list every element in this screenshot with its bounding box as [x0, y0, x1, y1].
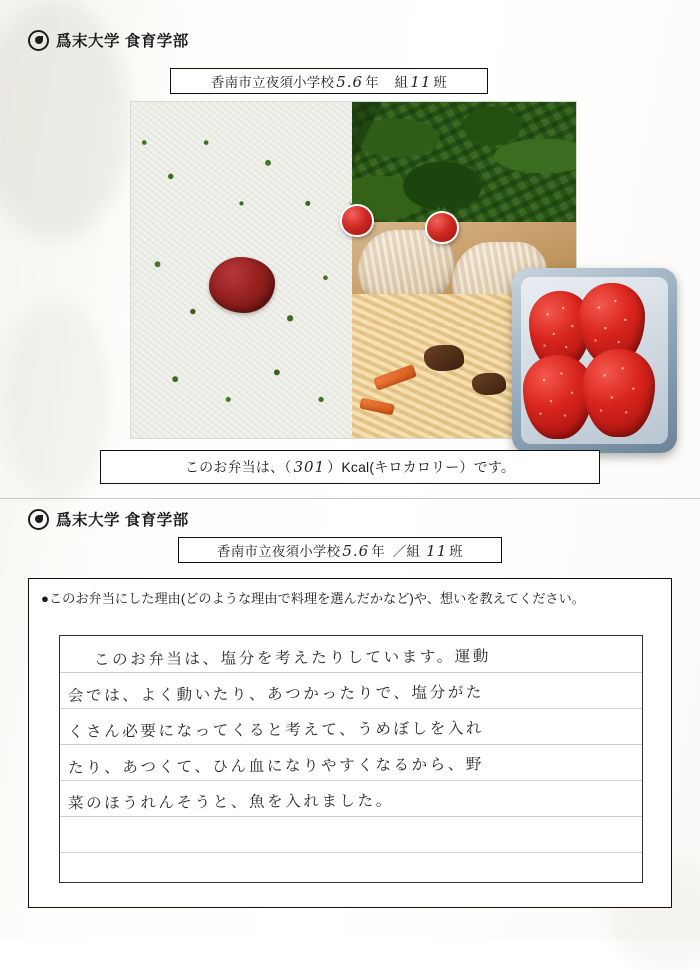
- class-label-1: 組: [394, 75, 409, 90]
- strawberry: [583, 349, 655, 437]
- school-info-box-1: [170, 68, 488, 94]
- rule-line: [60, 744, 642, 745]
- university-logo-icon: [28, 30, 49, 51]
- section-1-org-header: [28, 29, 189, 51]
- strawberry: [523, 355, 593, 439]
- school-name-label-1: 香南市立夜須小学校: [210, 75, 335, 90]
- class-suffix-1: 班: [433, 75, 448, 90]
- reason-box: [28, 578, 672, 908]
- photo-spinach-region: [352, 102, 577, 222]
- meat-piece: [424, 345, 464, 371]
- org-name-label: 爲末大学 食育学部: [56, 512, 189, 529]
- handwritten-line-5: 菜のほうれんそうと、魚を入れました。: [67, 791, 394, 813]
- rule-line: [60, 672, 642, 673]
- kcal-prefix-label: このお弁当は、（: [184, 459, 292, 475]
- carrot-slice: [373, 364, 417, 391]
- school-name-label-2: 香南市立夜須小学校: [217, 544, 341, 559]
- school-info-box-2: [178, 537, 502, 563]
- photo-rice-region: [131, 102, 352, 439]
- carrot-slice: [359, 398, 395, 416]
- strawberry-container: [512, 268, 677, 453]
- class-value-2: 11: [426, 542, 448, 560]
- grade-label-1: 年: [365, 75, 379, 90]
- rule-line: [60, 852, 642, 853]
- handwritten-line-4: たり、あつくて、ひん血になりやすくなるから、野: [67, 755, 485, 777]
- org-name-label: 爲末大学 食育学部: [56, 33, 189, 50]
- handwritten-line-3: くさん必要になってくると考えて、うめぼしを入れ: [67, 719, 485, 741]
- strawberry-container-inner: [521, 277, 668, 444]
- handwriting-area[interactable]: [59, 635, 643, 883]
- handwritten-line-2: 会では、よく動いたり、あつかったりで、塩分がた: [67, 683, 485, 705]
- university-logo-icon: [28, 509, 49, 530]
- rule-line: [60, 780, 642, 781]
- rule-line: [60, 708, 642, 709]
- class-label-2: ／組: [392, 544, 421, 559]
- grade-value-2: 5.6: [342, 542, 370, 560]
- tomato-sticker-icon: [338, 198, 376, 238]
- umeboshi-icon: [209, 257, 275, 313]
- class-suffix-2: 班: [449, 544, 463, 559]
- scan-smudge: [0, 300, 110, 500]
- rule-line: [60, 816, 642, 817]
- bento-photo: [130, 101, 577, 439]
- photo-frame: [130, 101, 577, 439]
- kcal-box: [100, 450, 600, 484]
- kcal-suffix-label: ）Kcal(キロカロリー）です。: [327, 459, 516, 475]
- grade-value-1: 5.6: [336, 73, 364, 91]
- section-2-org-header: [28, 508, 189, 530]
- kcal-value: 301: [293, 458, 326, 476]
- handwritten-line-1: このお弁当は、塩分を考えたりしています。運動: [93, 647, 492, 669]
- class-value-1: 11: [410, 73, 432, 91]
- reason-prompt-label: ●このお弁当にした理由(どのような理由で料理を選んだかなど)や、想いを教えてください。: [41, 591, 585, 606]
- grade-label-2: 年: [371, 544, 385, 559]
- section-divider: [0, 498, 700, 499]
- tomato-sticker-icon: [423, 205, 461, 245]
- meat-piece: [472, 373, 506, 395]
